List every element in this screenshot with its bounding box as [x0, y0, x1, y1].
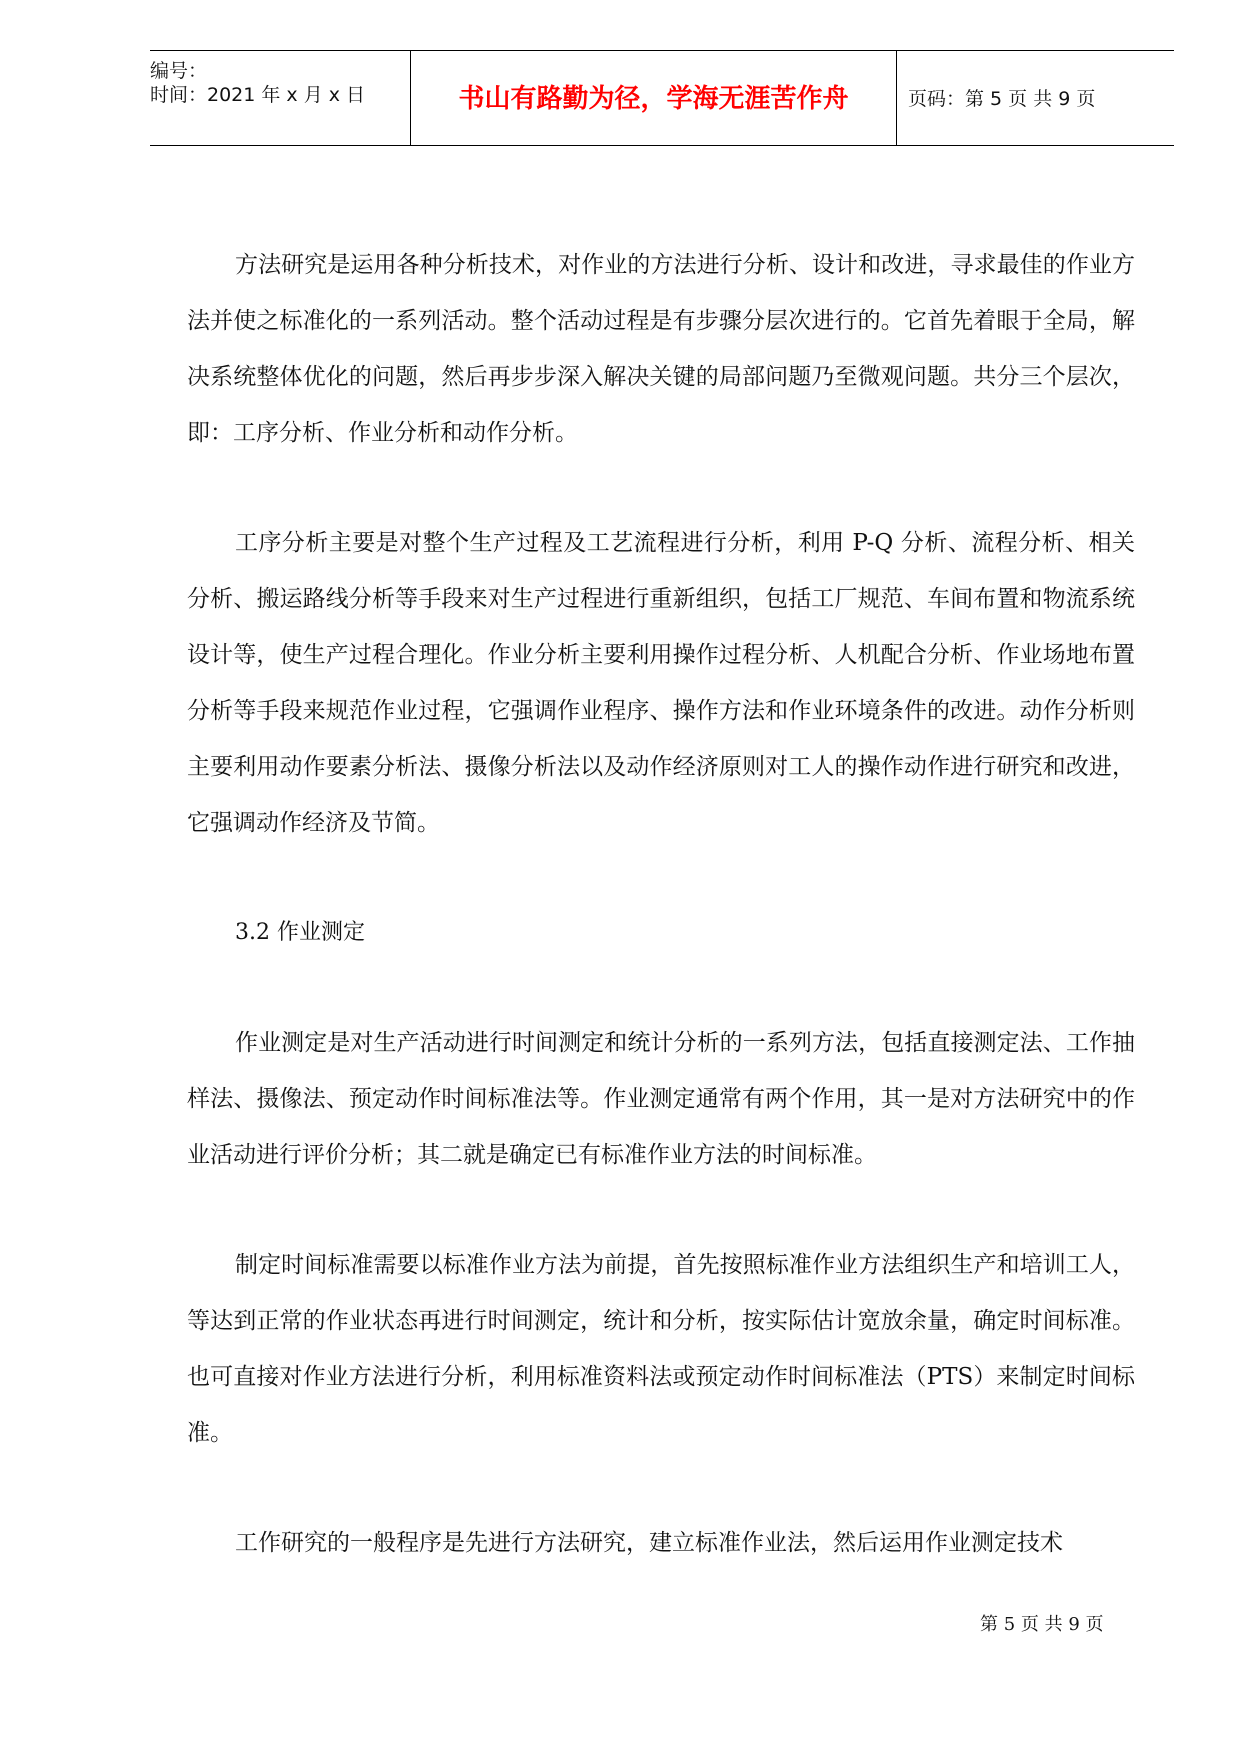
document-body — [187, 237, 1135, 1625]
paragraph-time-standard: 制定时间标准需要以标准作业方法为前提，首先按照标准作业方法组织生产和培训工人，等达到正常的作业状态再进行时间测定，统计和分析，按实际估计宽放余量，确定时间标准。也可直接对作业方法进行分析，利用标准资料法或预定动作时间标准法（PTS）来制定时间标准。 — [187, 1252, 1135, 1446]
header-page-number: 页码：第 5 页 共 9 页 — [908, 88, 1096, 110]
paragraph-method-study: 方法研究是运用各种分析技术，对作业的方法进行分析、设计和改进，寻求最佳的作业方法并使之标准化的一系列活动。整个活动过程是有步骤分层次进行的。它首先着眼于全局，解决系统整体优化的问题，然后再步步深入解决关键的局部问题乃至微观问题。共分三个层次，即：工序分析、作业分析和动作分析。 — [187, 252, 1135, 446]
time-label: 时间：2021 年 x 月 x 日 — [150, 84, 366, 106]
section-heading: 3.2 作业测定 — [235, 920, 365, 945]
motto-text: 书山有路勤为径，学海无涯苦作舟 — [458, 84, 849, 114]
page-footer: 第 5 页 共 9 页 — [980, 1614, 1104, 1635]
paragraph-process-analysis: 工序分析主要是对整个生产过程及工艺流程进行分析，利用 P-Q 分析、流程分析、相关分析、搬运路线分析等手段来对生产过程进行重新组织，包括工厂规范、车间布置和物流系统设计等，使生产过程合理化。作业分析主要利用操作过程分析、人机配合分析、作业场地布置分析等手段来规范作业过程，它强调作业程序、操作方法和作业环境条件的改进。动作分析则主要利用动作要素分析法、摄像分析法以及动作经济原则对工人的操作动作进行研究和改进，它强调动作经济及节简。 — [187, 530, 1135, 836]
page-header — [150, 50, 1174, 146]
header-info-cell — [150, 51, 410, 145]
paragraph-work-measurement: 作业测定是对生产活动进行时间测定和统计分析的一系列方法，包括直接测定法、工作抽样法、摄像法、预定动作时间标准法等。作业测定通常有两个作用，其一是对方法研究中的作业活动进行评价分析；其二就是确定已有标准作业方法的时间标准。 — [187, 1030, 1135, 1168]
paragraph-work-study-procedure: 工作研究的一般程序是先进行方法研究，建立标准作业法，然后运用作业测定技术 — [235, 1530, 1063, 1556]
serial-label: 编号： — [150, 60, 208, 82]
header-motto-cell — [410, 51, 897, 145]
header-page-cell — [896, 51, 1174, 145]
